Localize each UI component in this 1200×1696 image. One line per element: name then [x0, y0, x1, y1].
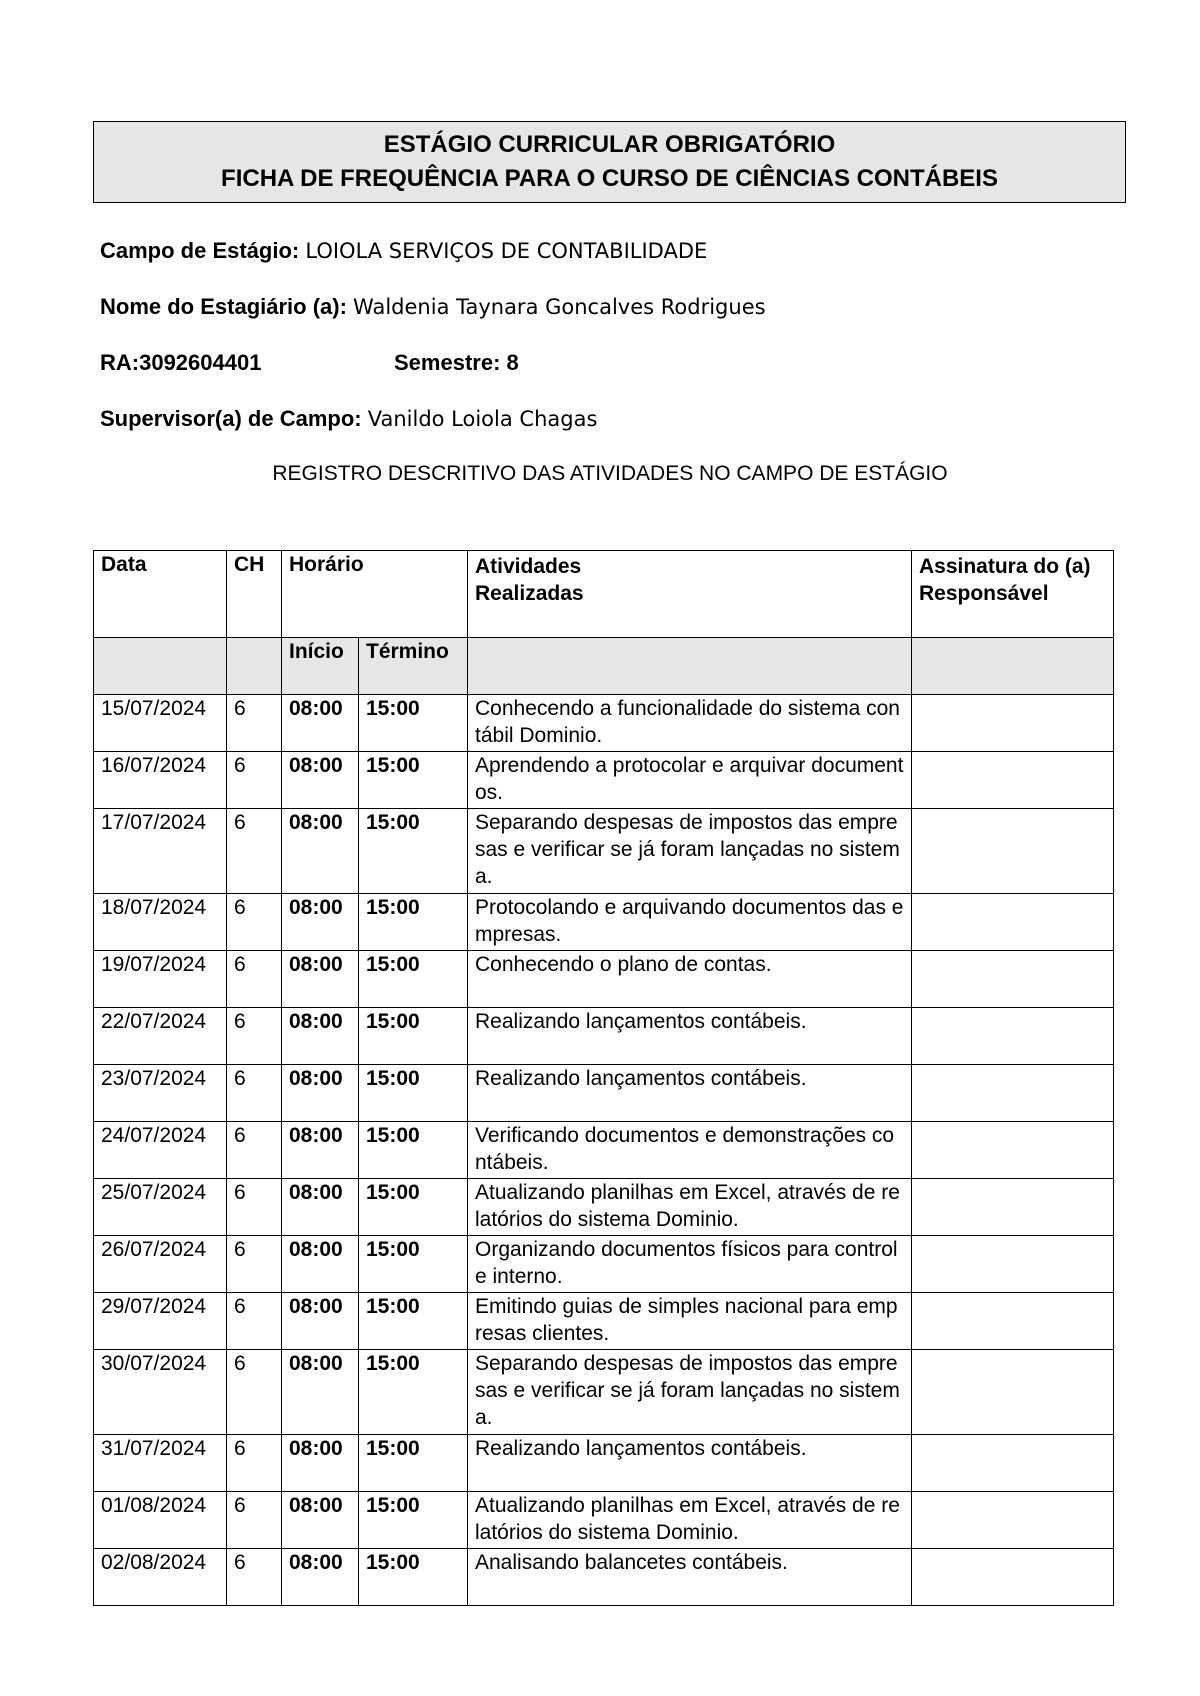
- row-signature: [912, 1293, 1114, 1350]
- row-signature: [912, 1492, 1114, 1549]
- row-start-time: 08:00: [282, 809, 359, 894]
- nome-estagiario-value: Waldenia Taynara Goncalves Rodrigues: [353, 295, 766, 319]
- supervisor-label: Supervisor(a) de Campo:: [100, 406, 362, 431]
- row-end-time: 15:00: [359, 695, 468, 752]
- row-end-time: 15:00: [359, 894, 468, 951]
- row-start-time: 08:00: [282, 894, 359, 951]
- table-row: [94, 894, 1114, 951]
- row-start-time: 08:00: [282, 1435, 359, 1492]
- row-end-time: 15:00: [359, 1008, 468, 1065]
- row-date: 24/07/2024: [94, 1122, 227, 1179]
- row-date: 02/08/2024: [94, 1549, 227, 1606]
- row-start-time: 08:00: [282, 1293, 359, 1350]
- row-date: 26/07/2024: [94, 1236, 227, 1293]
- row-start-time: 08:00: [282, 1549, 359, 1606]
- row-end-time: 15:00: [359, 1435, 468, 1492]
- table-row: [94, 809, 1114, 894]
- row-ch: 6: [227, 1293, 282, 1350]
- row-end-time: 15:00: [359, 1236, 468, 1293]
- row-end-time: 15:00: [359, 1293, 468, 1350]
- row-ch: 6: [227, 1008, 282, 1065]
- supervisor-value: Vanildo Loiola Chagas: [367, 407, 598, 431]
- row-signature: [912, 1122, 1114, 1179]
- row-ch: 6: [227, 1549, 282, 1606]
- row-signature: [912, 894, 1114, 951]
- row-end-time: 15:00: [359, 1549, 468, 1606]
- row-ch: 6: [227, 1236, 282, 1293]
- row-date: 18/07/2024: [94, 894, 227, 951]
- header-assinatura: Assinatura do (a) Responsável: [912, 551, 1114, 638]
- document-title-box: [93, 121, 1126, 203]
- row-start-time: 08:00: [282, 752, 359, 809]
- table-row: [94, 951, 1114, 1008]
- row-activity: Emitindo guias de simples nacional para empresas clientes.: [468, 1293, 912, 1350]
- row-end-time: 15:00: [359, 951, 468, 1008]
- semestre-value: Semestre: 8: [394, 350, 519, 375]
- row-activity: Atualizando planilhas em Excel, através de relatórios do sistema Dominio.: [468, 1492, 912, 1549]
- row-ch: 6: [227, 1350, 282, 1435]
- supervisor-field: [100, 406, 597, 432]
- row-activity: Organizando documentos físicos para controle interno.: [468, 1236, 912, 1293]
- row-signature: [912, 951, 1114, 1008]
- row-activity: Realizando lançamentos contábeis.: [468, 1065, 912, 1122]
- row-ch: 6: [227, 695, 282, 752]
- nome-estagiario-label: Nome do Estagiário (a):: [100, 294, 347, 319]
- row-activity: Analisando balancetes contábeis.: [468, 1549, 912, 1606]
- row-date: 19/07/2024: [94, 951, 227, 1008]
- header-atividades: [468, 551, 912, 638]
- subheader-empty-assinatura: [912, 638, 1114, 695]
- table-header-row: [94, 551, 1114, 638]
- subheader-termino: Término: [359, 638, 468, 695]
- row-ch: 6: [227, 951, 282, 1008]
- row-ch: 6: [227, 752, 282, 809]
- row-date: 31/07/2024: [94, 1435, 227, 1492]
- table-row: [94, 1008, 1114, 1065]
- row-date: 15/07/2024: [94, 695, 227, 752]
- table-row: [94, 1236, 1114, 1293]
- row-date: 17/07/2024: [94, 809, 227, 894]
- row-activity: Realizando lançamentos contábeis.: [468, 1008, 912, 1065]
- table-row: [94, 752, 1114, 809]
- ra-value: RA:3092604401: [100, 350, 262, 375]
- row-date: 16/07/2024: [94, 752, 227, 809]
- table-row: [94, 1293, 1114, 1350]
- subheader-empty-ch: [227, 638, 282, 695]
- header-ch: CH: [227, 551, 282, 638]
- semestre-field: [394, 350, 519, 376]
- row-start-time: 08:00: [282, 1350, 359, 1435]
- table-row: [94, 1065, 1114, 1122]
- row-end-time: 15:00: [359, 1122, 468, 1179]
- subheader-empty-data: [94, 638, 227, 695]
- row-ch: 6: [227, 1122, 282, 1179]
- table-row: [94, 1549, 1114, 1606]
- attendance-table: [93, 550, 1114, 1606]
- row-activity: Separando despesas de impostos das empresas e verificar se já foram lançadas no sistema.: [468, 1350, 912, 1435]
- row-ch: 6: [227, 809, 282, 894]
- row-end-time: 15:00: [359, 1492, 468, 1549]
- row-activity: Verificando documentos e demonstrações contábeis.: [468, 1122, 912, 1179]
- subheader-empty-atividades: [468, 638, 912, 695]
- title-line-2: FICHA DE FREQUÊNCIA PARA O CURSO DE CIÊNCIAS CONTÁBEIS: [221, 165, 998, 192]
- row-date: 01/08/2024: [94, 1492, 227, 1549]
- row-signature: [912, 1179, 1114, 1236]
- row-signature: [912, 752, 1114, 809]
- table-row: [94, 695, 1114, 752]
- header-data: Data: [94, 551, 227, 638]
- row-date: 30/07/2024: [94, 1350, 227, 1435]
- campo-estagio-field: [100, 238, 707, 264]
- row-end-time: 15:00: [359, 1179, 468, 1236]
- section-title: REGISTRO DESCRITIVO DAS ATIVIDADES NO CAMPO DE ESTÁGIO: [272, 462, 948, 485]
- row-end-time: 15:00: [359, 1065, 468, 1122]
- row-activity: Atualizando planilhas em Excel, através de relatórios do sistema Dominio.: [468, 1179, 912, 1236]
- campo-estagio-label: Campo de Estágio:: [100, 238, 300, 263]
- row-start-time: 08:00: [282, 951, 359, 1008]
- table-row: [94, 1179, 1114, 1236]
- row-date: 23/07/2024: [94, 1065, 227, 1122]
- row-signature: [912, 1008, 1114, 1065]
- row-ch: 6: [227, 1492, 282, 1549]
- row-activity: Separando despesas de impostos das empresas e verificar se já foram lançadas no sistema.: [468, 809, 912, 894]
- row-start-time: 08:00: [282, 1065, 359, 1122]
- row-start-time: 08:00: [282, 695, 359, 752]
- header-atividades-line-2: Realizadas: [475, 582, 584, 605]
- row-date: 22/07/2024: [94, 1008, 227, 1065]
- row-signature: [912, 1435, 1114, 1492]
- row-signature: [912, 1350, 1114, 1435]
- title-line-1: ESTÁGIO CURRICULAR OBRIGATÓRIO: [383, 131, 836, 158]
- row-date: 25/07/2024: [94, 1179, 227, 1236]
- row-signature: [912, 1065, 1114, 1122]
- row-start-time: 08:00: [282, 1492, 359, 1549]
- row-signature: [912, 1549, 1114, 1606]
- ra-field: [100, 350, 261, 376]
- row-signature: [912, 1236, 1114, 1293]
- nome-estagiario-field: [100, 294, 766, 320]
- row-signature: [912, 809, 1114, 894]
- table-row: [94, 1122, 1114, 1179]
- row-activity: Aprendendo a protocolar e arquivar documentos.: [468, 752, 912, 809]
- row-start-time: 08:00: [282, 1008, 359, 1065]
- row-start-time: 08:00: [282, 1236, 359, 1293]
- row-start-time: 08:00: [282, 1179, 359, 1236]
- row-date: 29/07/2024: [94, 1293, 227, 1350]
- row-ch: 6: [227, 894, 282, 951]
- row-ch: 6: [227, 1065, 282, 1122]
- row-ch: 6: [227, 1179, 282, 1236]
- row-activity: Conhecendo a funcionalidade do sistema contábil Dominio.: [468, 695, 912, 752]
- header-horario: Horário: [282, 551, 468, 638]
- table-row: [94, 1492, 1114, 1549]
- header-atividades-line-1: Atividades: [475, 555, 582, 578]
- table-row: [94, 1350, 1114, 1435]
- row-activity: Conhecendo o plano de contas.: [468, 951, 912, 1008]
- row-start-time: 08:00: [282, 1122, 359, 1179]
- row-end-time: 15:00: [359, 752, 468, 809]
- row-signature: [912, 695, 1114, 752]
- row-ch: 6: [227, 1435, 282, 1492]
- table-row: [94, 1435, 1114, 1492]
- subheader-inicio: Início: [282, 638, 359, 695]
- row-end-time: 15:00: [359, 1350, 468, 1435]
- campo-estagio-value: LOIOLA SERVIÇOS DE CONTABILIDADE: [305, 239, 708, 263]
- row-activity: Protocolando e arquivando documentos das empresas.: [468, 894, 912, 951]
- row-end-time: 15:00: [359, 809, 468, 894]
- table-subheader-row: [94, 638, 1114, 695]
- row-activity: Realizando lançamentos contábeis.: [468, 1435, 912, 1492]
